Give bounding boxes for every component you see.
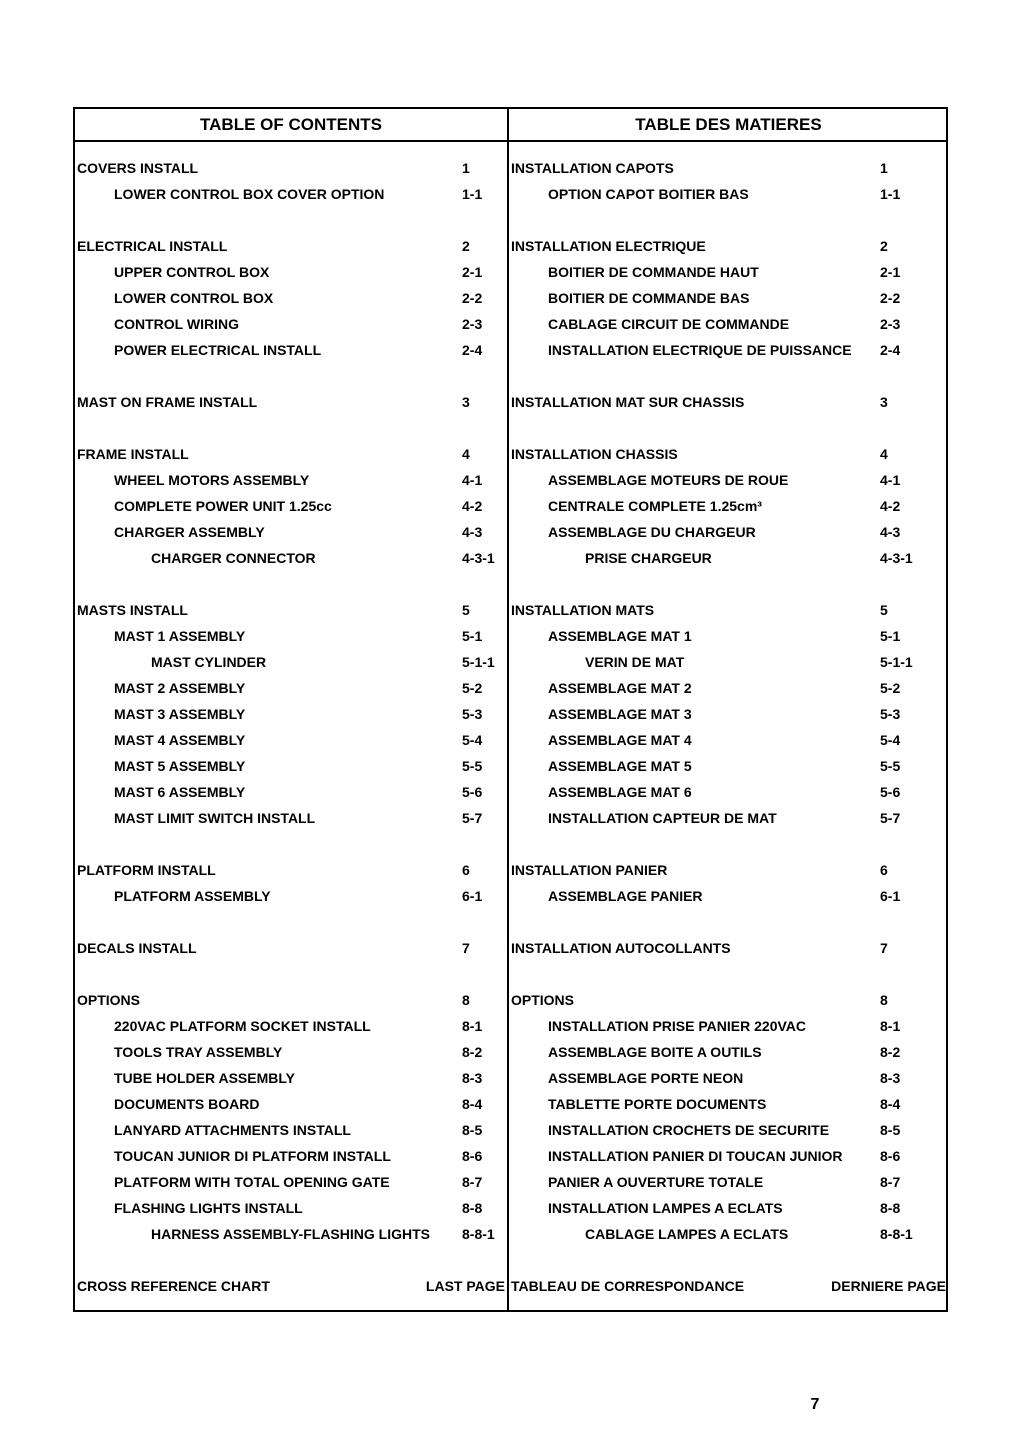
toc-entry — [509, 1065, 948, 1091]
toc-entry — [75, 1221, 507, 1247]
toc-entry — [75, 753, 507, 779]
toc-entry — [509, 987, 948, 1013]
toc-entry-page: 2-3 — [880, 316, 901, 332]
toc-entry — [509, 597, 948, 623]
toc-entry-page: 8-4 — [880, 1096, 901, 1112]
toc-entry — [75, 987, 507, 1013]
toc-entry-title: FLASHING LIGHTS INSTALL — [114, 1200, 303, 1216]
toc-entry-page: 8-5 — [462, 1122, 483, 1138]
toc-entry-page: 5-3 — [462, 706, 483, 722]
toc-entry — [75, 1273, 507, 1299]
toc-entry-page: 5 — [462, 602, 470, 618]
toc-entry-title: BOITIER DE COMMANDE BAS — [548, 290, 750, 306]
header-french: TABLE DES MATIERES — [635, 115, 822, 134]
toc-entry-title: INSTALLATION PANIER — [511, 862, 668, 878]
toc-entry-page: 6-1 — [462, 888, 483, 904]
toc-entry-page: 5-7 — [880, 810, 901, 826]
toc-entry-page: 2-2 — [462, 290, 483, 306]
toc-entry-title: ASSEMBLAGE PORTE NEON — [548, 1070, 744, 1086]
toc-entry-page: 5-3 — [880, 706, 901, 722]
toc-entry-title: OPTIONS — [511, 992, 575, 1008]
toc-entry-page: 4-1 — [462, 472, 483, 488]
toc-entry-title: COVERS INSTALL — [77, 160, 199, 176]
toc-entry — [509, 779, 948, 805]
toc-entry-title: PLATFORM ASSEMBLY — [114, 888, 271, 904]
toc-entry — [509, 1169, 948, 1195]
toc-entry — [509, 675, 948, 701]
toc-entry-title: INSTALLATION MATS — [511, 602, 655, 618]
toc-entry — [75, 1065, 507, 1091]
toc-entry — [75, 467, 507, 493]
toc-entry — [509, 1117, 948, 1143]
toc-entry-title: MAST 1 ASSEMBLY — [114, 628, 246, 644]
toc-entry-title: PRISE CHARGEUR — [585, 550, 712, 566]
toc-entry-page: 5-6 — [880, 784, 901, 800]
toc-entry-title: TABLETTE PORTE DOCUMENTS — [548, 1096, 767, 1112]
toc-entry-title: INSTALLATION CAPOTS — [511, 160, 674, 176]
toc-entry-page: 1-1 — [462, 186, 483, 202]
toc-entry-title: BOITIER DE COMMANDE HAUT — [548, 264, 759, 280]
toc-entry-page: 2-4 — [462, 342, 483, 358]
toc-entry — [75, 805, 507, 831]
toc-entry — [75, 649, 507, 675]
toc-entry-title: MAST 2 ASSEMBLY — [114, 680, 246, 696]
toc-entry-title: MAST 6 ASSEMBLY — [114, 784, 246, 800]
toc-entry — [509, 181, 948, 207]
toc-entry-page: 8-8-1 — [462, 1226, 495, 1242]
toc-entry — [509, 623, 948, 649]
toc-entry-page: 5-6 — [462, 784, 483, 800]
toc-entry-title: MAST 3 ASSEMBLY — [114, 706, 246, 722]
toc-entry — [509, 753, 948, 779]
toc-entry — [75, 155, 507, 181]
toc-entry-title: POWER ELECTRICAL INSTALL — [114, 342, 322, 358]
toc-entry-title: MAST ON FRAME INSTALL — [77, 394, 258, 410]
toc-entry-title: COMPLETE POWER UNIT 1.25cc — [114, 498, 332, 514]
toc-entry-page: 1 — [880, 160, 888, 176]
toc-entry-title: ASSEMBLAGE MAT 2 — [548, 680, 692, 696]
toc-entry-title: ELECTRICAL INSTALL — [77, 238, 228, 254]
toc-entry-page: 8-3 — [462, 1070, 483, 1086]
toc-entry — [509, 467, 948, 493]
toc-entry — [75, 597, 507, 623]
toc-entry-title: CABLAGE CIRCUIT DE COMMANDE — [548, 316, 790, 332]
toc-entry-title: MAST LIMIT SWITCH INSTALL — [114, 810, 316, 826]
toc-entry — [509, 519, 948, 545]
toc-entry-page: 8-1 — [462, 1018, 483, 1034]
toc-entry — [509, 701, 948, 727]
toc-entry-title: MAST 5 ASSEMBLY — [114, 758, 246, 774]
toc-entry — [509, 1195, 948, 1221]
english-column — [75, 142, 507, 1310]
toc-entry-title: MAST CYLINDER — [151, 654, 267, 670]
toc-entry-page: 8-8 — [462, 1200, 483, 1216]
toc-entry-page: 3 — [462, 394, 470, 410]
toc-entry — [75, 259, 507, 285]
toc-entry-title: MAST 4 ASSEMBLY — [114, 732, 246, 748]
toc-entry-title: 220VAC PLATFORM SOCKET INSTALL — [114, 1018, 371, 1034]
toc-entry-title: CENTRALE COMPLETE 1.25cm³ — [548, 498, 762, 514]
toc-entry-title: TUBE HOLDER ASSEMBLY — [114, 1070, 295, 1086]
toc-entry — [75, 1091, 507, 1117]
toc-entry-page: 4-1 — [880, 472, 901, 488]
toc-entry — [509, 545, 948, 571]
toc-entry — [75, 1143, 507, 1169]
toc-entry — [75, 337, 507, 363]
toc-entry — [75, 1013, 507, 1039]
toc-entry — [509, 389, 948, 415]
toc-entry-page: LAST PAGE — [425, 1278, 505, 1294]
toc-entry-title: LANYARD ATTACHMENTS INSTALL — [114, 1122, 351, 1138]
toc-entry — [509, 805, 948, 831]
toc-entry-title: PLATFORM INSTALL — [77, 862, 216, 878]
toc-entry-page: 8-8-1 — [880, 1226, 913, 1242]
toc-entry — [75, 1169, 507, 1195]
toc-entry-page: 3 — [880, 394, 888, 410]
toc-entry-page: 7 — [462, 940, 470, 956]
page-number: 7 — [810, 1396, 820, 1413]
toc-entry — [75, 493, 507, 519]
toc-entry — [509, 233, 948, 259]
toc-entry-page: 4-2 — [880, 498, 901, 514]
toc-entry-title: VERIN DE MAT — [585, 654, 685, 670]
toc-entry-page: 5-1 — [462, 628, 483, 644]
toc-entry-page: 8-3 — [880, 1070, 901, 1086]
toc-entry-title: CHARGER ASSEMBLY — [114, 524, 265, 540]
toc-entry-title: CHARGER CONNECTOR — [151, 550, 316, 566]
toc-entry — [509, 285, 948, 311]
toc-entry-title: INSTALLATION PANIER DI TOUCAN JUNIOR — [548, 1148, 843, 1164]
toc-entry-title: PANIER A OUVERTURE TOTALE — [548, 1174, 764, 1190]
toc-entry-title: CABLAGE LAMPES A ECLATS — [585, 1226, 789, 1242]
toc-entry — [509, 1039, 948, 1065]
toc-entry-page: 4-3-1 — [880, 550, 913, 566]
toc-entry-title: WHEEL MOTORS ASSEMBLY — [114, 472, 310, 488]
toc-entry-title: ASSEMBLAGE MAT 1 — [548, 628, 692, 644]
toc-entry — [75, 389, 507, 415]
toc-entry-page: 8-6 — [462, 1148, 483, 1164]
toc-entry-title: INSTALLATION CHASSIS — [511, 446, 678, 462]
toc-entry — [75, 519, 507, 545]
toc-entry-title: MASTS INSTALL — [77, 602, 188, 618]
toc-entry — [75, 857, 507, 883]
toc-entry-page: 2-2 — [880, 290, 901, 306]
toc-entry — [509, 311, 948, 337]
toc-entry — [509, 935, 948, 961]
toc-entry-page: 4-2 — [462, 498, 483, 514]
toc-entry — [509, 857, 948, 883]
toc-entry-page: 5 — [880, 602, 888, 618]
toc-entry-title: ASSEMBLAGE MAT 5 — [548, 758, 692, 774]
toc-entry-page: 8-2 — [462, 1044, 483, 1060]
toc-entry-title: LOWER CONTROL BOX COVER OPTION — [114, 186, 385, 202]
toc-entry — [75, 311, 507, 337]
toc-entry-page: 5-1-1 — [462, 654, 495, 670]
toc-entry-title: OPTIONS — [77, 992, 141, 1008]
toc-entry — [75, 779, 507, 805]
toc-entry — [509, 1013, 948, 1039]
toc-entry-page: 6 — [462, 862, 470, 878]
toc-entry — [75, 675, 507, 701]
toc-entry-title: ASSEMBLAGE PANIER — [548, 888, 703, 904]
toc-entry — [509, 259, 948, 285]
toc-entry-page: 8 — [880, 992, 888, 1008]
toc-entry-page: 5-1 — [880, 628, 901, 644]
toc-entry — [75, 623, 507, 649]
toc-entry-page: 5-5 — [880, 758, 901, 774]
toc-entry-page: 8-7 — [462, 1174, 483, 1190]
toc-entry-title: HARNESS ASSEMBLY-FLASHING LIGHTS — [151, 1226, 430, 1242]
toc-entry-title: DOCUMENTS BOARD — [114, 1096, 260, 1112]
toc-entry — [75, 545, 507, 571]
toc-entry-title: INSTALLATION AUTOCOLLANTS — [511, 940, 731, 956]
table-header — [75, 109, 946, 142]
toc-table — [73, 107, 948, 1312]
toc-entry-page: 5-7 — [462, 810, 483, 826]
toc-entry-page: 4-3 — [880, 524, 901, 540]
toc-entry — [509, 727, 948, 753]
toc-entry-page: 8-7 — [880, 1174, 901, 1190]
toc-entry-title: LOWER CONTROL BOX — [114, 290, 274, 306]
toc-entry-title: INSTALLATION MAT SUR CHASSIS — [511, 394, 745, 410]
toc-entry-title: CROSS REFERENCE CHART — [77, 1278, 270, 1294]
toc-entry — [75, 181, 507, 207]
toc-entry-title: INSTALLATION CROCHETS DE SECURITE — [548, 1122, 830, 1138]
toc-entry — [509, 493, 948, 519]
toc-entry-title: ASSEMBLAGE MAT 6 — [548, 784, 692, 800]
toc-entry — [75, 441, 507, 467]
header-english: TABLE OF CONTENTS — [200, 115, 382, 134]
toc-entry-title: DECALS INSTALL — [77, 940, 197, 956]
toc-entry-page: 8-8 — [880, 1200, 901, 1216]
toc-entry — [509, 1221, 948, 1247]
toc-entry-page: 8-4 — [462, 1096, 483, 1112]
toc-entry-title: INSTALLATION CAPTEUR DE MAT — [548, 810, 777, 826]
toc-entry-title: TOOLS TRAY ASSEMBLY — [114, 1044, 283, 1060]
toc-entry — [509, 155, 948, 181]
toc-entry-page: 4-3 — [462, 524, 483, 540]
toc-entry — [509, 441, 948, 467]
toc-entry-page: 4 — [880, 446, 888, 462]
toc-entry-title: TABLEAU DE CORRESPONDANCE — [511, 1278, 745, 1294]
toc-entry — [75, 285, 507, 311]
french-column — [509, 142, 948, 1310]
toc-entry — [509, 1273, 948, 1299]
toc-entry — [509, 1091, 948, 1117]
toc-entry-page: 2 — [462, 238, 470, 254]
toc-entry-page: 4-3-1 — [462, 550, 495, 566]
toc-entry-title: INSTALLATION ELECTRIQUE — [511, 238, 706, 254]
toc-entry-page: 8-5 — [880, 1122, 901, 1138]
toc-entry-title: INSTALLATION LAMPES A ECLATS — [548, 1200, 783, 1216]
toc-entry — [75, 701, 507, 727]
toc-entry — [75, 935, 507, 961]
toc-entry-page: 2 — [880, 238, 888, 254]
toc-entry-page: 1 — [462, 160, 470, 176]
toc-entry-page: 8-1 — [880, 1018, 901, 1034]
toc-entry-title: UPPER CONTROL BOX — [114, 264, 270, 280]
toc-entry-page: 2-1 — [880, 264, 901, 280]
toc-entry-title: ASSEMBLAGE MAT 4 — [548, 732, 692, 748]
toc-entry — [509, 1143, 948, 1169]
toc-entry — [75, 1039, 507, 1065]
toc-entry-page: 8-6 — [880, 1148, 901, 1164]
toc-entry — [75, 727, 507, 753]
toc-entry — [75, 233, 507, 259]
toc-entry-page: 5-2 — [880, 680, 901, 696]
toc-entry-page: 5-4 — [462, 732, 483, 748]
toc-entry — [509, 649, 948, 675]
toc-entry — [509, 883, 948, 909]
toc-entry-title: INSTALLATION PRISE PANIER 220VAC — [548, 1018, 806, 1034]
toc-entry-page: 5-5 — [462, 758, 483, 774]
toc-entry — [75, 1195, 507, 1221]
toc-entry-page: 8-2 — [880, 1044, 901, 1060]
toc-entry-title: CONTROL WIRING — [114, 316, 239, 332]
toc-entry-title: ASSEMBLAGE MOTEURS DE ROUE — [548, 472, 789, 488]
toc-entry-page: 1-1 — [880, 186, 901, 202]
toc-entry — [75, 1117, 507, 1143]
toc-entry-title: INSTALLATION ELECTRIQUE DE PUISSANCE — [548, 342, 852, 358]
toc-entry-page: 7 — [880, 940, 888, 956]
toc-entry-title: ASSEMBLAGE BOITE A OUTILS — [548, 1044, 762, 1060]
toc-entry-page: DERNIERE PAGE — [831, 1278, 946, 1294]
toc-entry-page: 6-1 — [880, 888, 901, 904]
toc-entry-page: 2-4 — [880, 342, 901, 358]
toc-entry-title: PLATFORM WITH TOTAL OPENING GATE — [114, 1174, 390, 1190]
toc-entry-page: 4 — [462, 446, 470, 462]
toc-entry-title: TOUCAN JUNIOR DI PLATFORM INSTALL — [114, 1148, 391, 1164]
toc-entry-page: 2-1 — [462, 264, 483, 280]
toc-entry-title: ASSEMBLAGE MAT 3 — [548, 706, 692, 722]
toc-entry-title: ASSEMBLAGE DU CHARGEUR — [548, 524, 756, 540]
toc-entry-page: 8 — [462, 992, 470, 1008]
toc-entry — [75, 883, 507, 909]
toc-entry — [509, 337, 948, 363]
toc-entry-page: 5-2 — [462, 680, 483, 696]
toc-entry-page: 2-3 — [462, 316, 483, 332]
toc-entry-title: FRAME INSTALL — [77, 446, 189, 462]
toc-entry-page: 5-1-1 — [880, 654, 913, 670]
toc-entry-page: 5-4 — [880, 732, 901, 748]
toc-entry-page: 6 — [880, 862, 888, 878]
toc-entry-title: OPTION CAPOT BOITIER BAS — [548, 186, 749, 202]
